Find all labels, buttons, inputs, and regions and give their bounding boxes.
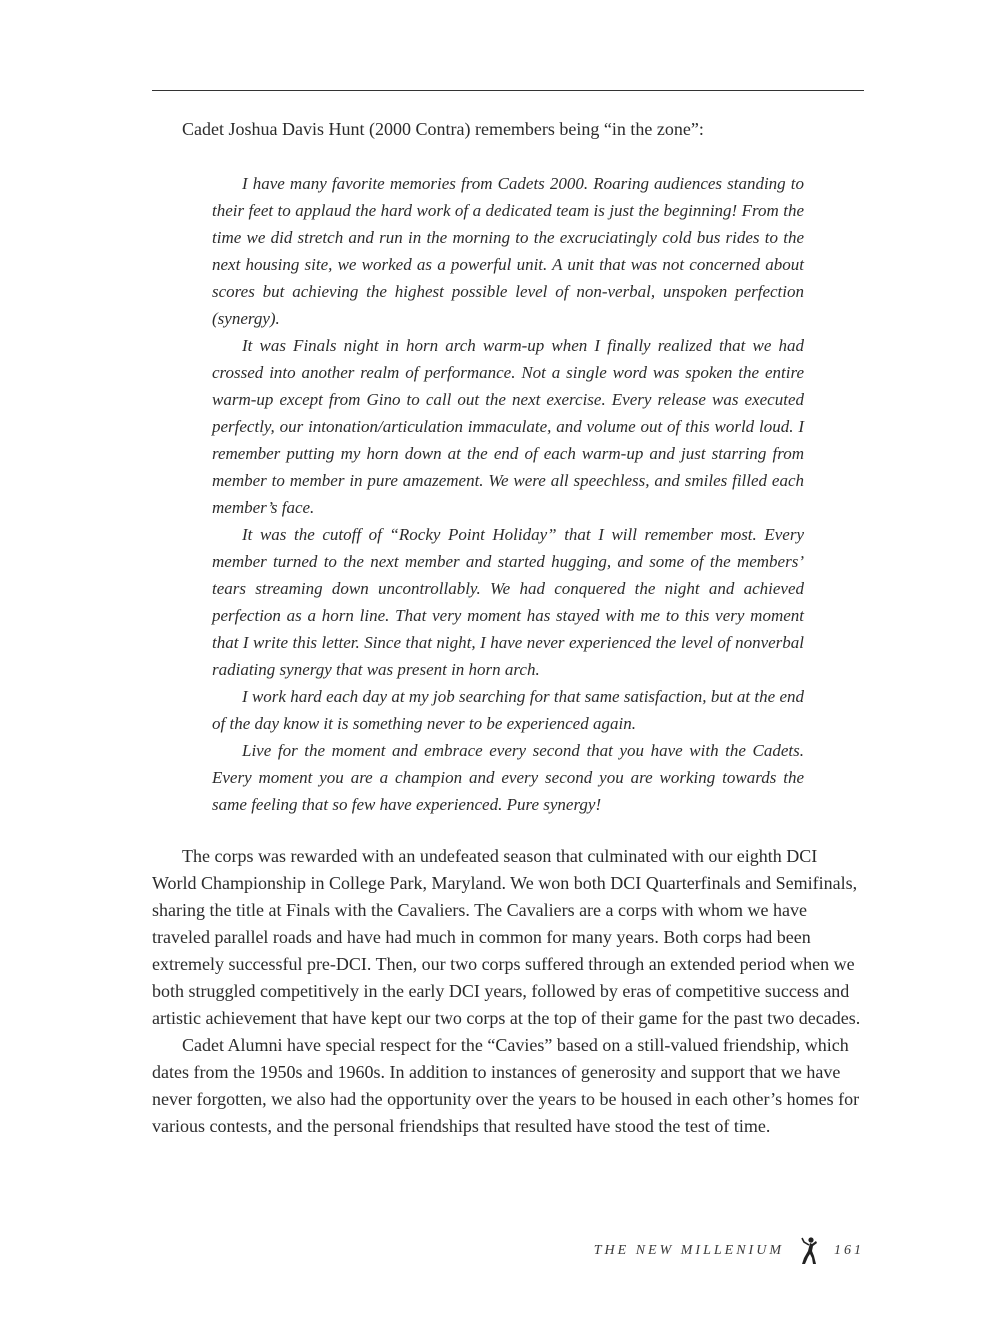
quote-paragraph: It was the cutoff of “Rocky Point Holiday” that I will remember most. Every member turned to the next member and started hugging, and some of the members’ tears streaming down uncontrollably. We had conquered the night and achieved perfection as a horn line. That very moment has stayed with me to this very moment that I write this letter. Since that night, I have never experienced the level of nonverbal radiating synergy that was present in horn arch. — [212, 525, 804, 679]
quote-paragraph: I work hard each day at my job searching for that same satisfaction, but at the end of the day know it is something never to be experienced again. — [212, 687, 804, 733]
running-title: THE NEW MILLENIUM — [593, 1243, 784, 1258]
top-rule — [152, 90, 864, 91]
body-text — [152, 843, 864, 1140]
intro-line: Cadet Joshua Davis Hunt (2000 Contra) remembers being “in the zone”: — [182, 119, 704, 139]
quote-paragraph: Live for the moment and embrace every second that you have with the Cadets. Every moment you are a champion and every second you are working towards the same feeling that so few have experienced. Pure synergy! — [212, 741, 804, 814]
quote-paragraph: It was Finals night in horn arch warm-up when I finally realized that we had crossed into another realm of performance. Not a single word was spoken the entire warm-up except from Gino to call out the next exercise. Every release was executed perfectly, our intonation/articulation immaculate, and volume out of this world loud. I remember putting my horn down at the end of each warm-up and just starring from member to member in pure amazement. We were all speechless, and smiles filled each member’s face. — [212, 336, 804, 517]
page-footer — [594, 1236, 864, 1266]
body-paragraph: The corps was rewarded with an undefeated season that culminated with our eighth DCI World Championship in College Park, Maryland. We won both DCI Quarterfinals and Semifinals, sharing the title at Finals with the Cavaliers. The Cavaliers are a corps with whom we have traveled parallel roads and have had much in common for many years. Both corps had been extremely successful pre-DCI. Then, our two corps suffered through an extended period when we both struggled competitively in the early DCI years, followed by eras of competitive success and artistic achievement that have kept our two corps at the top of their game for the past two decades. — [152, 846, 861, 1028]
page-number: 161 — [834, 1243, 864, 1258]
quote-paragraph: I have many favorite memories from Cadets 2000. Roaring audiences standing to their feet to applaud the hard work of a dedicated team is just the beginning! From the time we did stretch and run in the morning to the excruciatingly cold bus rides to the next housing site, we worked as a powerful unit. A unit that was not concerned about scores but achieving the highest possible level of non-verbal, unspoken perfection (synergy). — [212, 174, 804, 328]
block-quote — [212, 170, 804, 818]
drum-major-figure-icon — [798, 1236, 820, 1266]
body-paragraph: Cadet Alumni have special respect for the “Cavies” based on a still-valued friendship, which dates from the 1950s and 1960s. In addition to instances of generosity and support that we have never forgotten, we also had the opportunity over the years to be housed in each other’s homes for various contests, and the personal friendships that resulted have stood the test of time. — [152, 1035, 860, 1136]
